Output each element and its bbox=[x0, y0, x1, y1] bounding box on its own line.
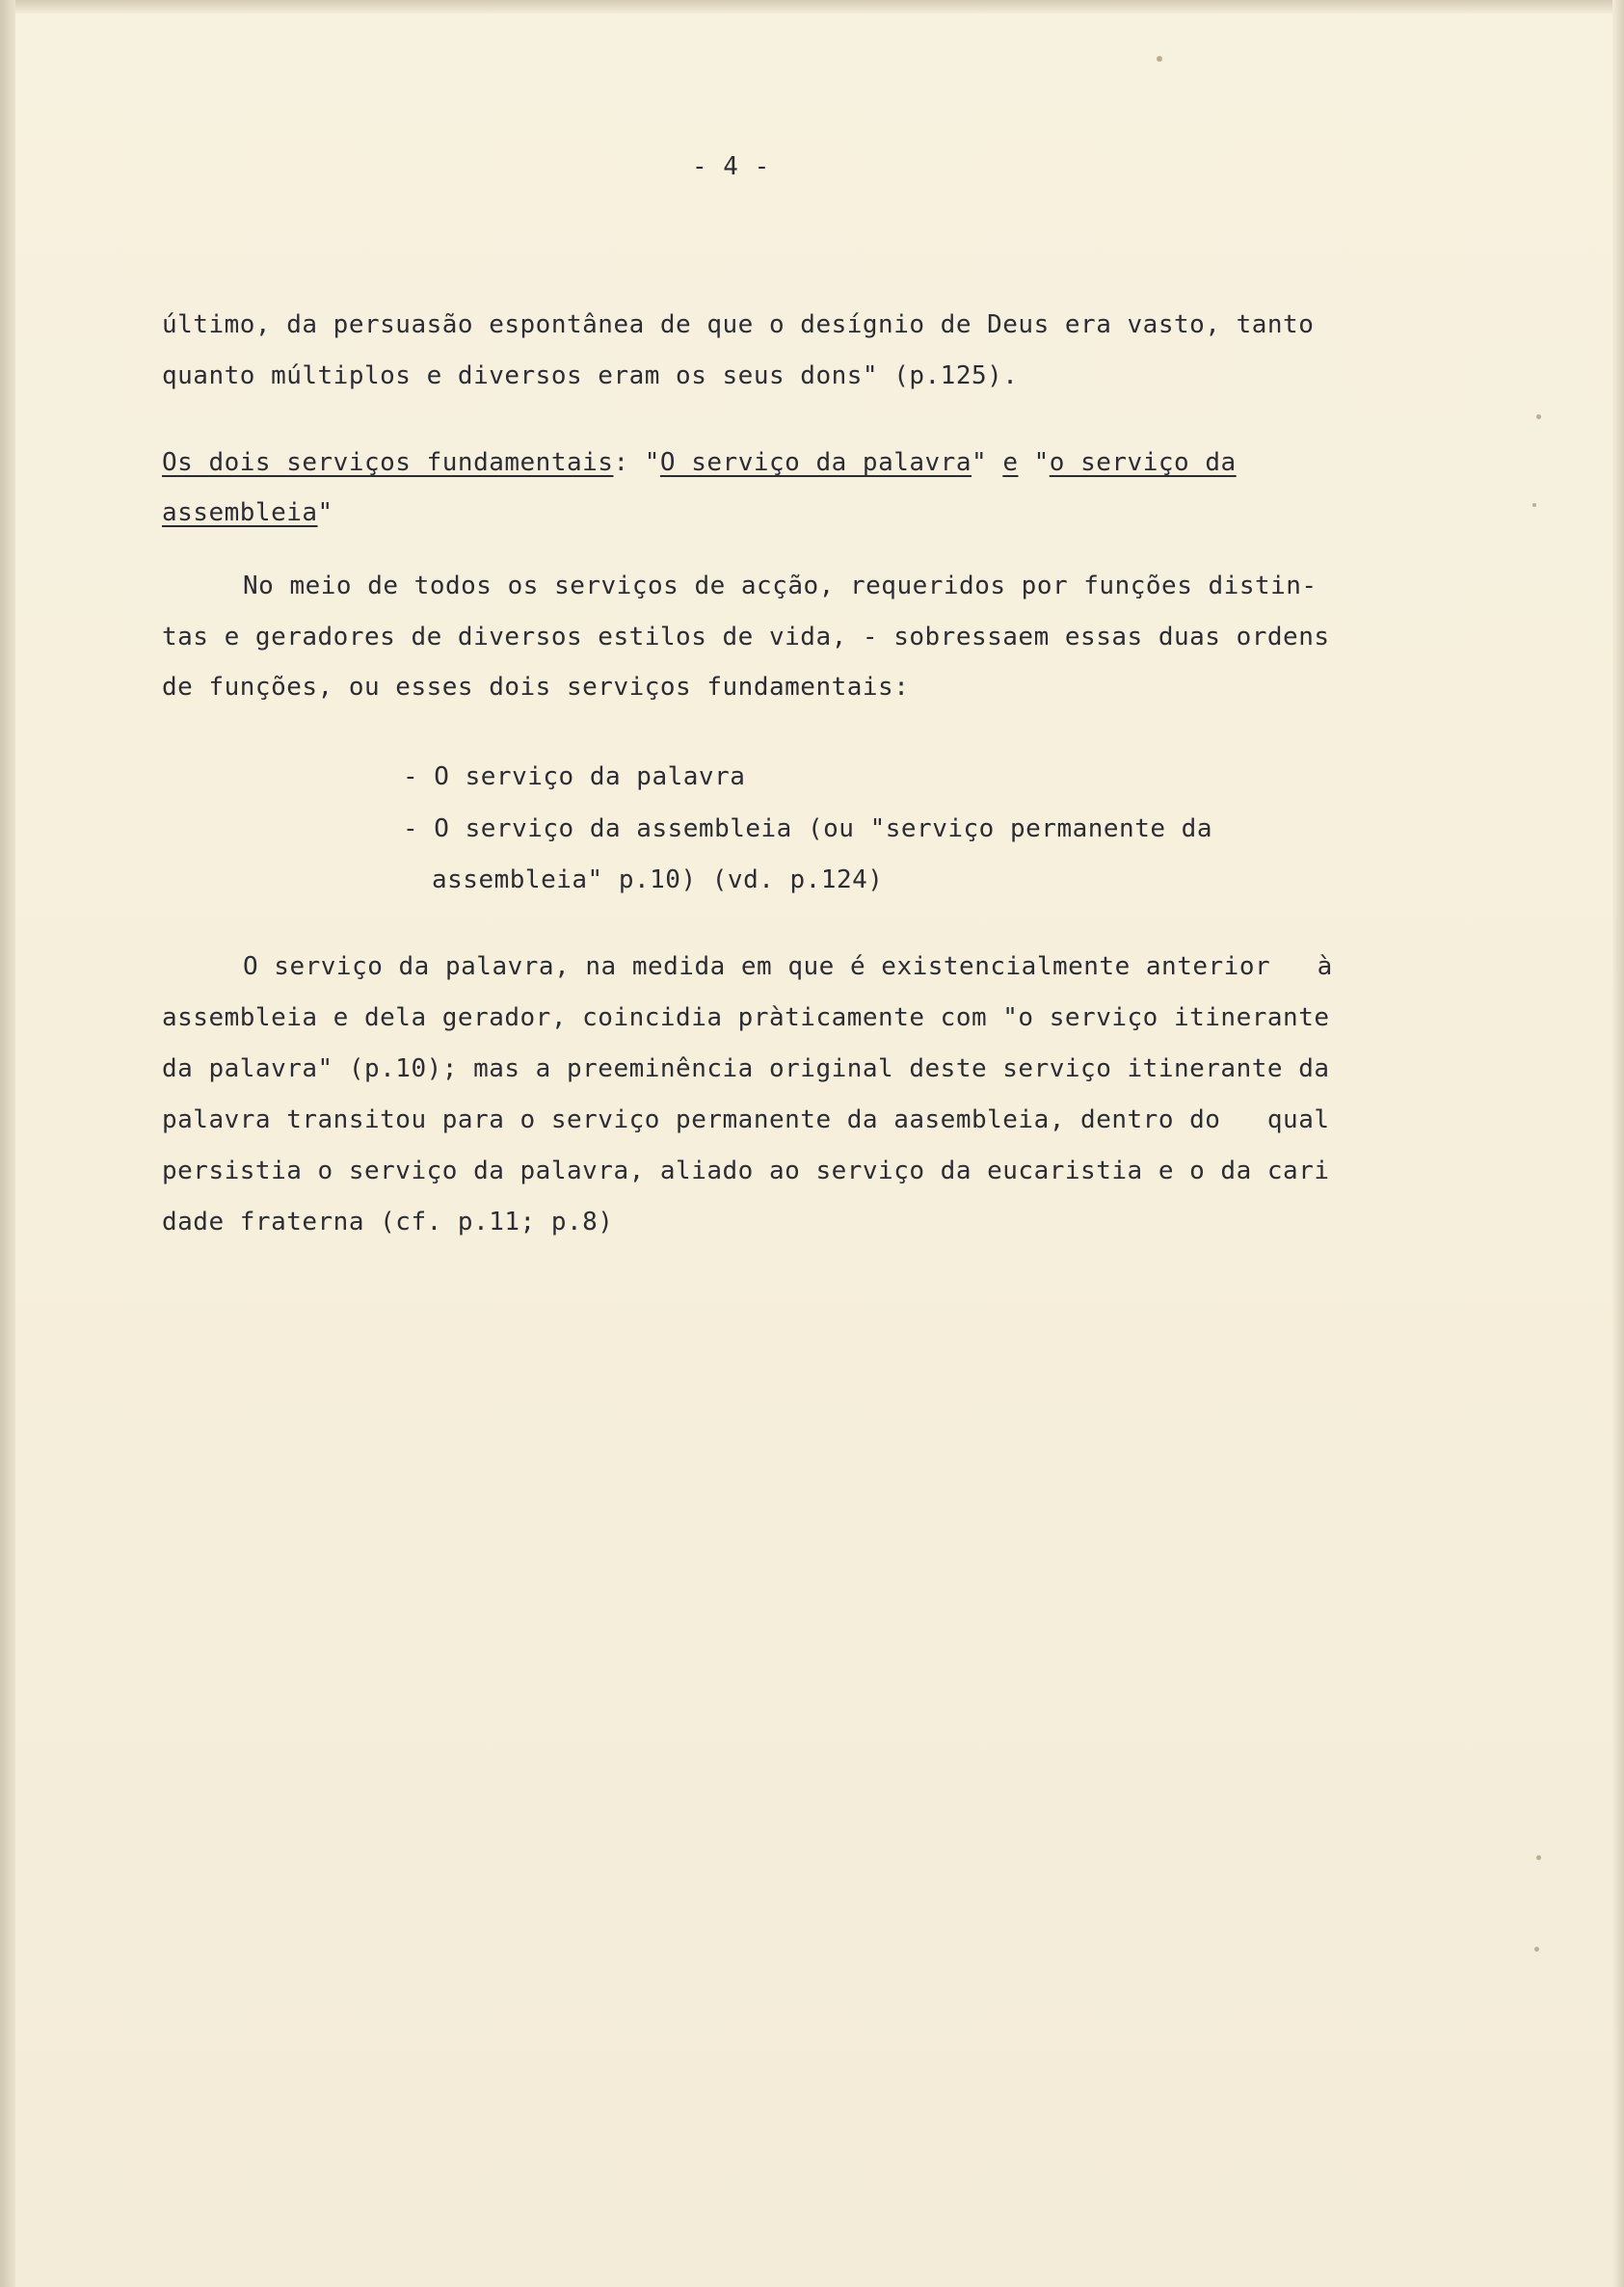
paragraph-3-line-6: dade fraterna (cf. p.11; p.8) bbox=[162, 1208, 614, 1237]
paragraph-3-line-5: persistia o serviço da palavra, aliado ao serviço da eucaristia e o da cari bbox=[162, 1157, 1330, 1185]
page-number: - 4 - bbox=[692, 152, 770, 181]
paragraph-3-line-2: assembleia e dela gerador, coincidia pràticamente com "o serviço itinerante bbox=[162, 1003, 1330, 1032]
paragraph-2-line-2: tas e geradores de diversos estilos de vida, - sobressaem essas duas ordens bbox=[162, 623, 1330, 652]
list-item-2-continuation: assembleia" p.10) (vd. p.124) bbox=[432, 865, 884, 894]
section-heading bbox=[162, 448, 1237, 477]
heading-quote-open: " bbox=[1018, 448, 1050, 477]
paper-left-edge bbox=[0, 0, 15, 2287]
paragraph-3-line-4: palavra transitou para o serviço permanente da aasembleia, dentro do qual bbox=[162, 1105, 1330, 1134]
paragraph-3-line-3: da palavra" (p.10); mas a preeminência original deste serviço itinerante da bbox=[162, 1054, 1330, 1083]
heading-title: Os dois serviços fundamentais bbox=[162, 448, 614, 477]
paper-speck bbox=[1532, 503, 1536, 507]
paper-speck bbox=[1157, 56, 1162, 62]
paragraph-1-line-1: último, da persuasão espontânea de que o desígnio de Deus era vasto, tanto bbox=[162, 310, 1315, 339]
list-item-1: - O serviço da palavra bbox=[403, 762, 746, 791]
paper-speck bbox=[1536, 414, 1541, 419]
heading-service-word: O serviço da palavra bbox=[659, 448, 972, 477]
heading-separator: : " bbox=[613, 448, 660, 477]
paragraph-2-line-1: No meio de todos os serviços de acção, requeridos por funções distin- bbox=[243, 572, 1318, 600]
paragraph-1-line-2: quanto múltiplos e diversos eram os seus dons" (p.125). bbox=[162, 361, 1019, 390]
paragraph-2-line-3: de funções, ou esses dois serviços fundamentais: bbox=[162, 673, 910, 702]
paper-speck bbox=[1534, 1947, 1539, 1952]
paragraph-3-line-1: O serviço da palavra, na medida em que é existencialmente anterior à bbox=[243, 952, 1333, 981]
paper-top-edge bbox=[0, 0, 1624, 13]
heading-quote-close: " bbox=[317, 498, 333, 527]
paper-right-edge bbox=[1612, 0, 1624, 2287]
section-heading-line-2 bbox=[162, 498, 333, 527]
heading-conjunction: e bbox=[1002, 448, 1019, 477]
paper-speck bbox=[1536, 1855, 1541, 1860]
heading-assembly-word: assembleia bbox=[162, 498, 318, 527]
heading-quote: " bbox=[972, 448, 1003, 477]
list-item-2: - O serviço da assembleia (ou "serviço permanente da bbox=[403, 814, 1212, 843]
heading-service-assembly: o serviço da bbox=[1049, 448, 1237, 477]
